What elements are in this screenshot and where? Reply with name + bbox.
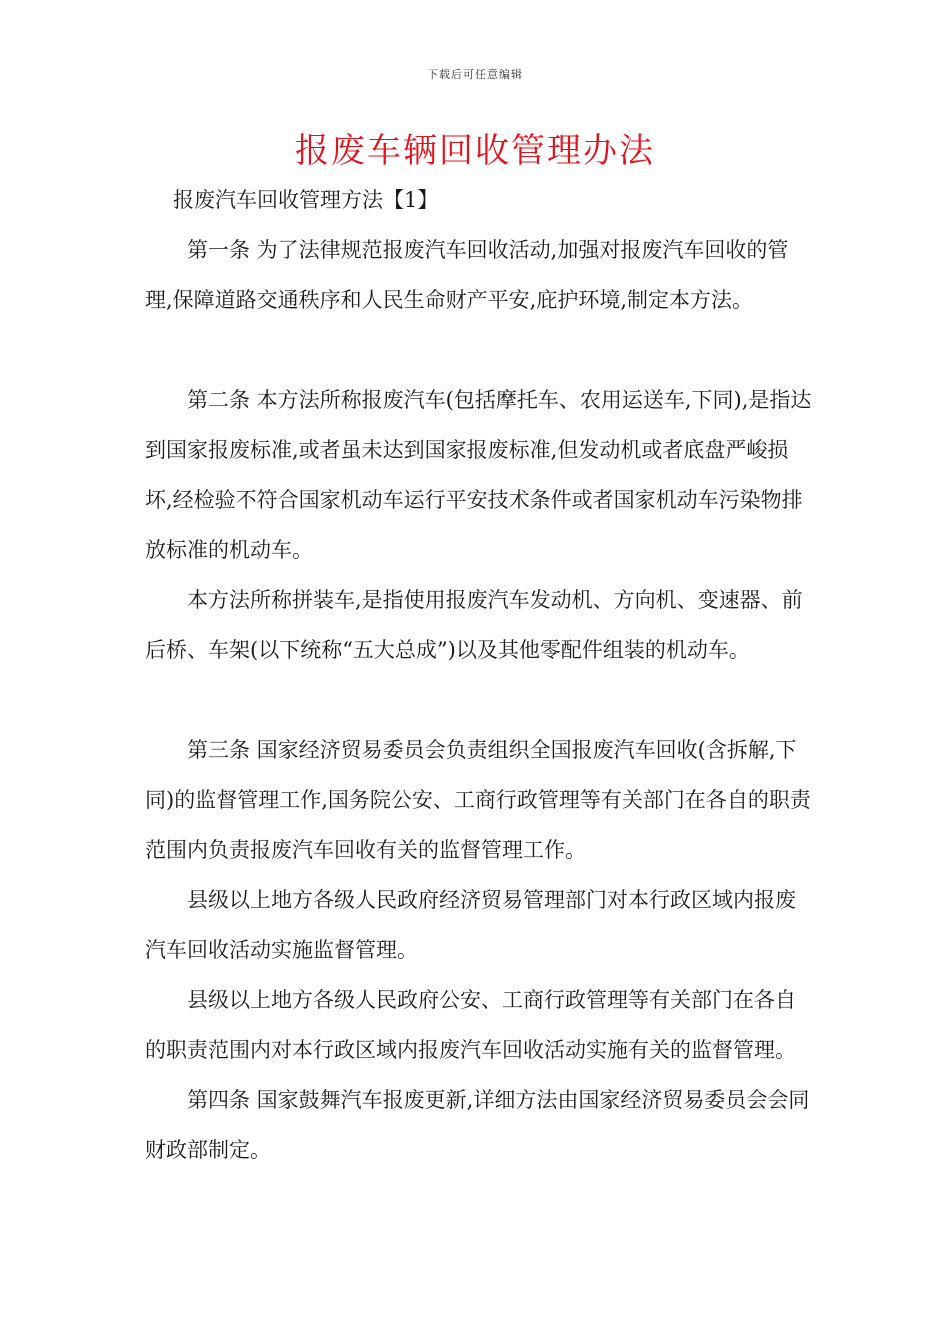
article-2: 第二条 本方法所称报废汽车(包括摩托车、农用运送车,下同),是指达到国家报废标准,或者虽未达到国家报废标准,但发动机或者底盘严峻损坏,经检验不符合国家机动车运行平安技术条件或者国家机动车污染物排放标准的机动车。	[145, 388, 812, 562]
article-3-paragraph-3: 县级以上地方各级人民政府公安、工商行政管理等有关部门在各自的职责范围内对本行政区域内报废汽车回收活动实施有关的监督管理。	[145, 988, 796, 1062]
article-3-paragraph-2: 县级以上地方各级人民政府经济贸易管理部门对本行政区域内报废汽车回收活动实施监督管理。	[145, 888, 796, 962]
article-4: 第四条 国家鼓舞汽车报废更新,详细方法由国家经济贸易委员会会同财政部制定。	[145, 1088, 810, 1162]
header-note: 下载后可任意编辑	[427, 68, 523, 81]
document-title: 报废车辆回收管理办法	[295, 131, 655, 171]
document-body	[145, 175, 815, 1175]
article-2-paragraph-2: 本方法所称拼装车,是指使用报废汽车发动机、方向机、变速器、前后桥、车架(以下统称“五大总成”)以及其他零配件组装的机动车。	[145, 588, 803, 662]
section-subtitle: 报废汽车回收管理方法【1】	[173, 188, 439, 212]
article-3: 第三条 国家经济贸易委员会负责组织全国报废汽车回收(含拆解,下同)的监督管理工作,国务院公安、工商行政管理等有关部门在各自的职责范围内负责报废汽车回收有关的监督管理工作。	[145, 738, 811, 862]
article-1: 第一条 为了法律规范报废汽车回收活动,加强对报废汽车回收的管理,保障道路交通秩序和人民生命财产平安,庇护环境,制定本方法。	[145, 238, 789, 312]
